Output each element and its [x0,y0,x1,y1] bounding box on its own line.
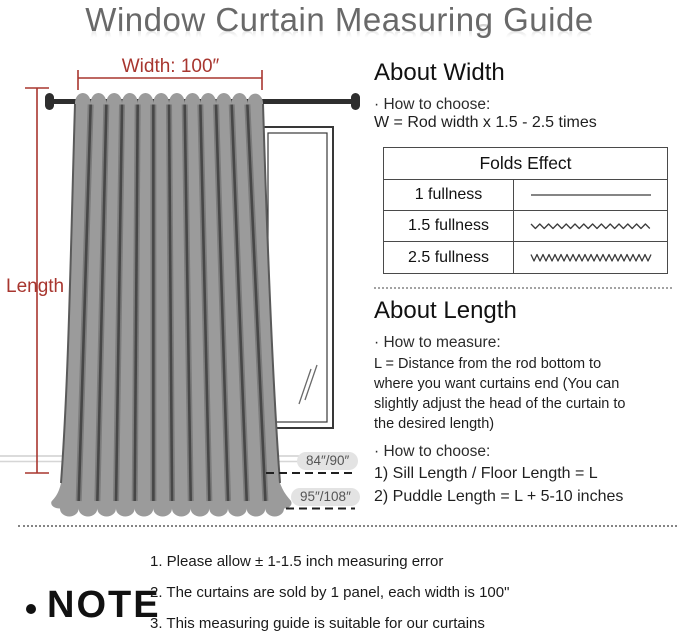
length-option-puddle: 2) Puddle Length = L + 5-10 inches [374,488,624,505]
rod-finial-right-icon [351,93,360,110]
width-choose-title: · How to choose: [374,96,491,113]
table-row [384,211,667,242]
about-length-heading: About Length [374,297,517,324]
table-row [384,242,667,273]
folds-effect-table [383,147,668,274]
folds-table-header: Folds Effect [384,148,667,180]
note-divider [18,525,677,527]
note-item: 2. The curtains are sold by 1 panel, each width is 100" [150,584,510,601]
length-dimension-label: Length [6,276,65,297]
fullness-label: 1 fullness [384,180,514,210]
table-row [384,180,667,211]
sill-length-badge: 84″/90″ [297,452,358,470]
measure-text-line: where you want curtains end (You can [374,376,620,392]
length-choose-title: · How to choose: [374,443,491,460]
about-width-heading: About Width [374,59,505,86]
curtain-diagram [0,55,372,540]
note-item: 3. This measuring guide is suitable for our curtains [150,615,485,632]
note-list [150,551,509,642]
measure-text-line: the desired length) [374,416,495,432]
fold-straight-icon [514,180,667,210]
curtain-panel [51,93,291,517]
note-heading: NOTE [47,584,161,626]
floor-length-badge: 95″/108″ [291,488,360,506]
fullness-label: 2.5 fullness [384,242,514,273]
fullness-label: 1.5 fullness [384,211,514,241]
length-measure-title: · How to measure: [374,334,501,351]
note-item: 1. Please allow ± 1-1.5 inch measuring error [150,553,444,570]
section-divider [374,287,672,289]
width-dimension-label: Width: 100″ [121,56,220,77]
length-measure-text [374,354,626,434]
measure-text-line: L = Distance from the rod bottom to [374,356,602,372]
info-column [374,55,674,525]
note-heading-block [26,584,161,627]
rod-finial-left-icon [45,93,54,110]
page-title: Window Curtain Measuring Guide [85,1,594,38]
measure-text-line: slightly adjust the head of the curtain to [374,396,626,412]
width-formula: W = Rod width x 1.5 - 2.5 times [374,114,597,131]
length-option-sill: 1) Sill Length / Floor Length = L [374,465,598,482]
fold-wave-dense-icon [514,242,667,273]
bullet-icon [26,604,36,614]
fold-wave-gentle-icon [514,211,667,241]
